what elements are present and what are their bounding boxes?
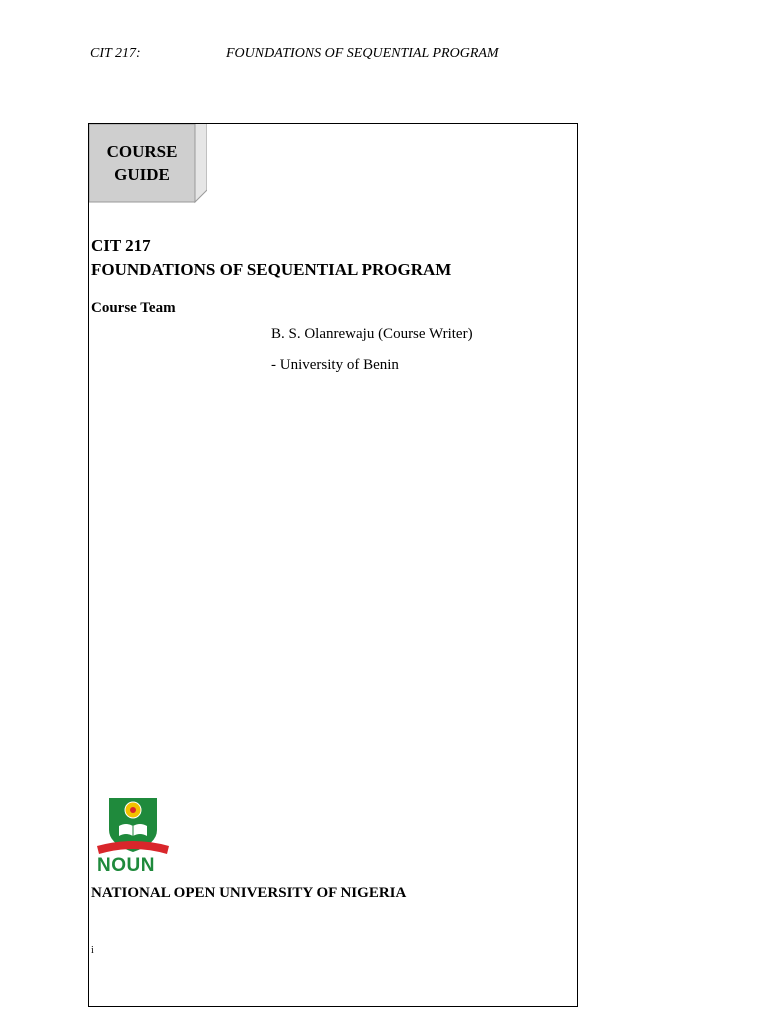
course-code: CIT 217	[91, 236, 151, 255]
course-guide-label	[89, 140, 195, 186]
course-team-affiliation: - University of Benin	[271, 357, 399, 373]
course-team-heading: Course Team	[91, 300, 176, 316]
guide-label-line2: GUIDE	[114, 165, 170, 184]
noun-wordmark: NOUN	[97, 855, 155, 876]
page-number: i	[91, 945, 94, 956]
course-guide-box	[89, 124, 207, 204]
header-course-code: CIT 217:	[90, 46, 141, 61]
course-team-member: B. S. Olanrewaju (Course Writer)	[271, 326, 473, 342]
guide-label-line1: COURSE	[106, 142, 178, 161]
cover-frame	[88, 123, 578, 1007]
institution-name: NATIONAL OPEN UNIVERSITY OF NIGERIA	[91, 885, 407, 901]
header-course-title: FOUNDATIONS OF SEQUENTIAL PROGRAM	[226, 46, 499, 61]
course-title: FOUNDATIONS OF SEQUENTIAL PROGRAM	[91, 260, 452, 279]
